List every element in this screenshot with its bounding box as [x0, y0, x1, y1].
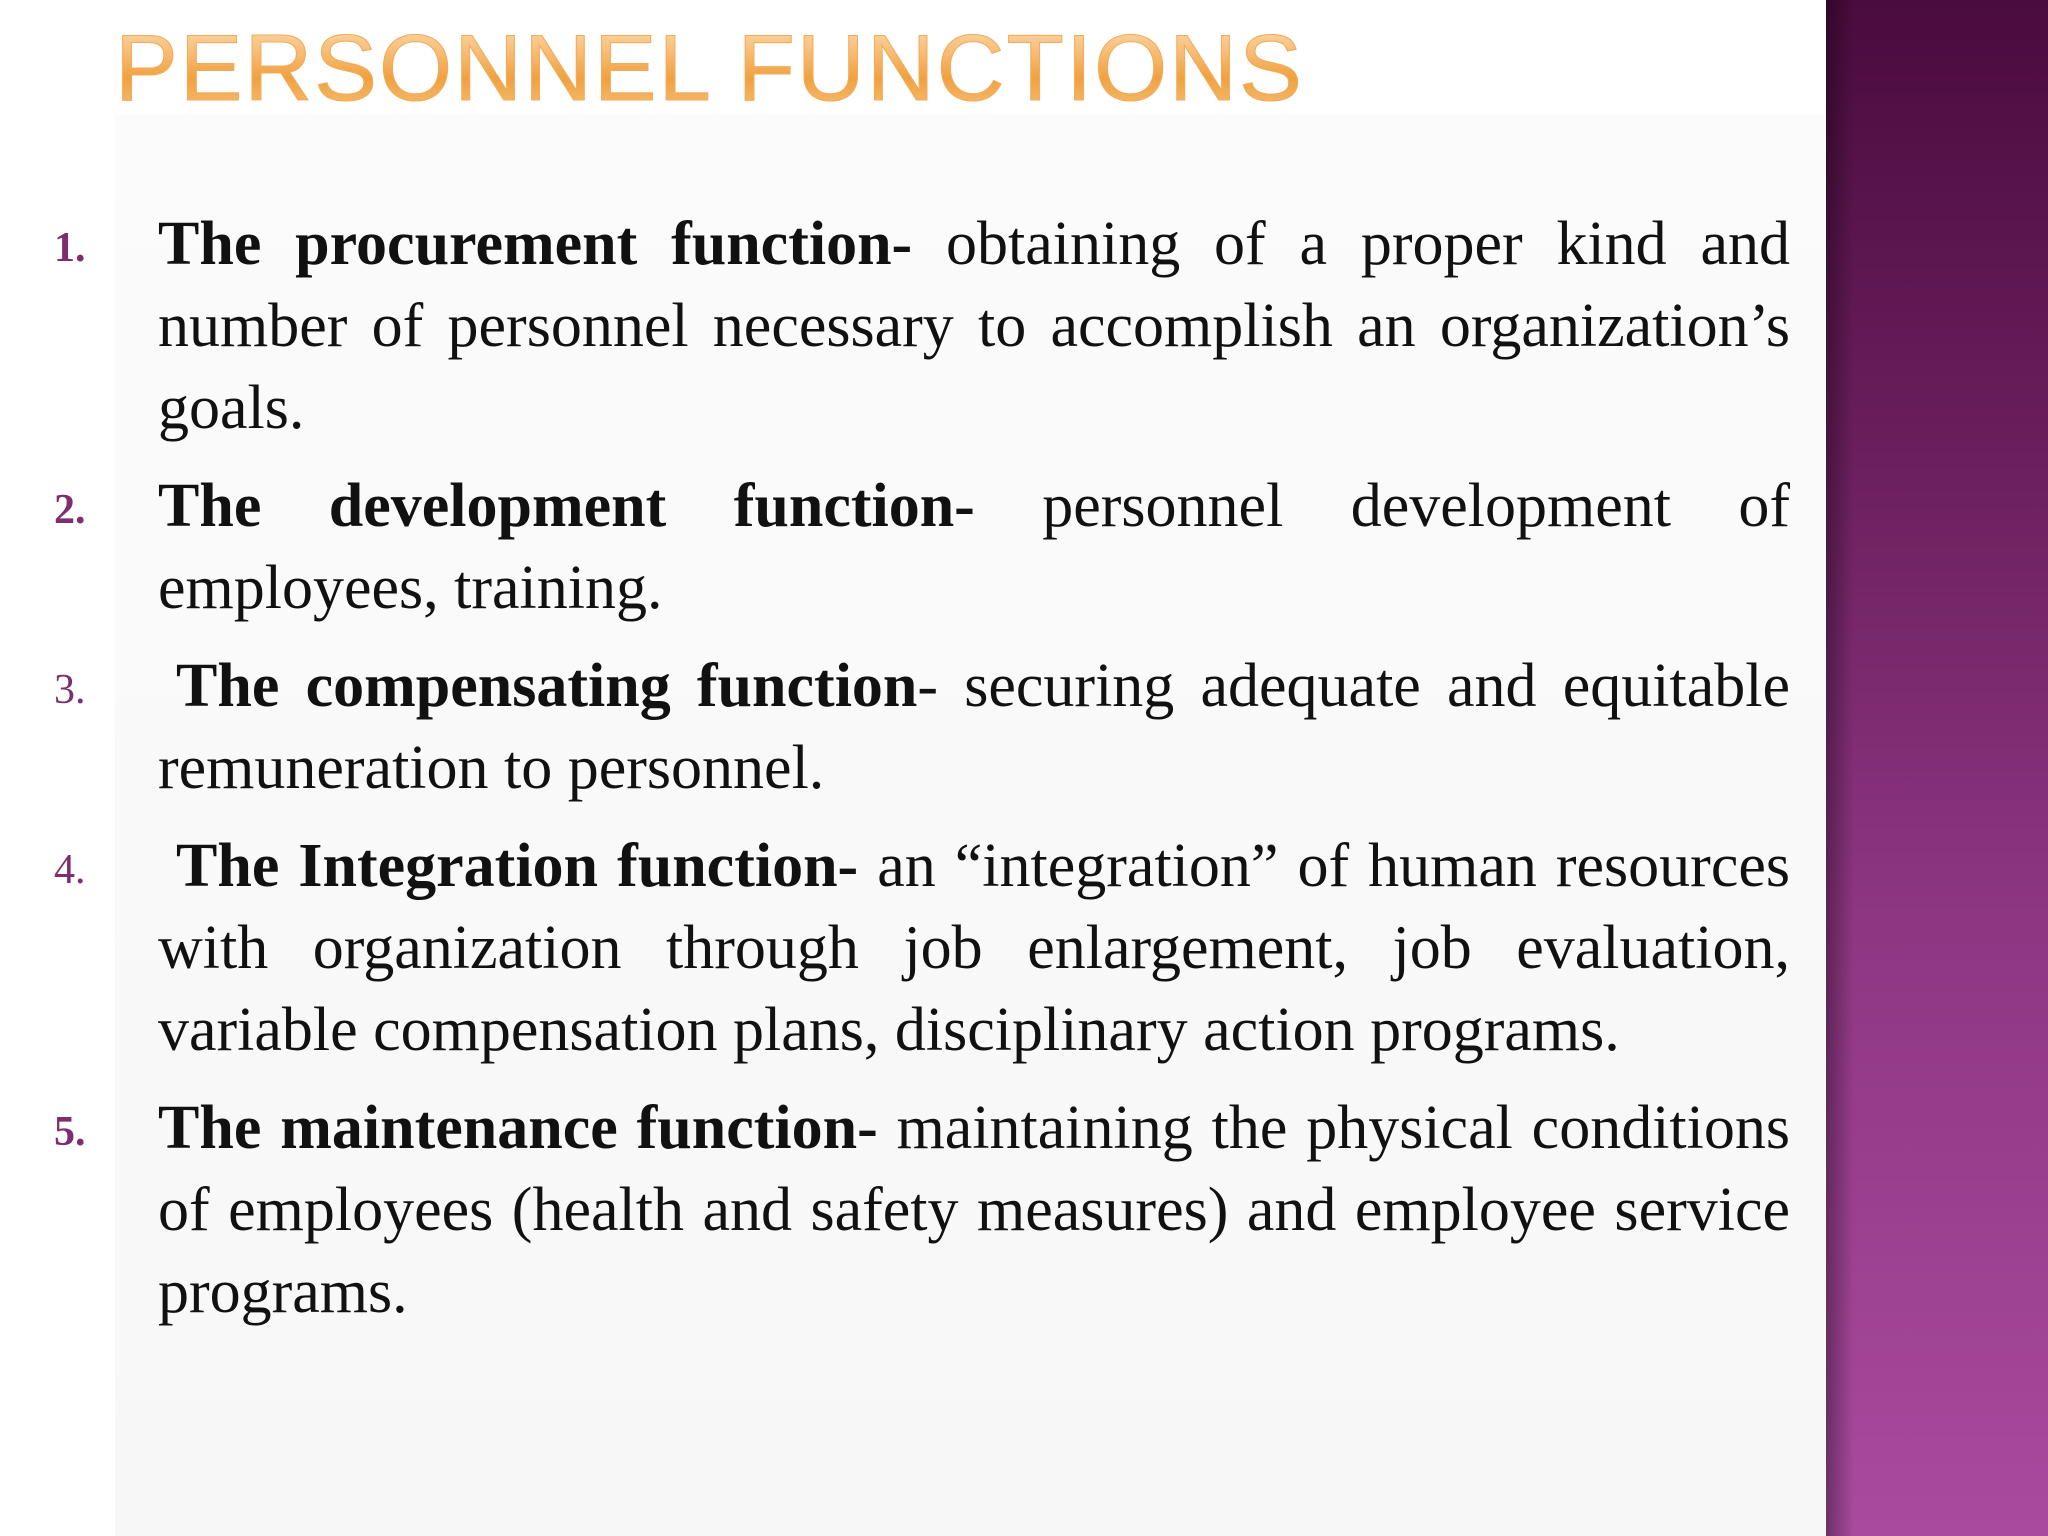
- list-item-compensating: [0, 645, 1790, 809]
- list-item-development: [0, 465, 1790, 629]
- function-description: - securing adequate and equitable remuneration to personnel.: [158, 652, 1791, 802]
- function-description: maintaining the physical conditions of employees (health and safety measures) and employee service programs.: [158, 1094, 1790, 1326]
- functions-list: [0, 203, 1790, 1349]
- function-term: The maintenance function-: [158, 1094, 878, 1162]
- function-term: The development function-: [158, 472, 975, 540]
- list-item-procurement: [0, 203, 1790, 449]
- list-number: 1.: [54, 225, 86, 271]
- list-number: 5.: [54, 1109, 86, 1155]
- function-description: an “integration” of human resources with organization through job enlargement, job evaluation, variable compensation plans, disciplinary action programs.: [158, 832, 1790, 1064]
- function-term: The procurement function-: [158, 210, 913, 278]
- list-item-integration: [0, 825, 1790, 1071]
- side-band-shadow: [1826, 0, 1854, 1536]
- list-number: 4.: [54, 847, 86, 893]
- function-description: personnel development of employees, training.: [158, 472, 1791, 622]
- list-item-maintenance: [0, 1087, 1790, 1333]
- function-term: The compensating function: [176, 652, 918, 720]
- list-number: 3.: [54, 667, 86, 713]
- slide-title: PERSONNEL FUNCTIONS: [115, 15, 1304, 120]
- decorative-side-band: [1826, 0, 2048, 1536]
- function-term: The Integration function-: [176, 832, 859, 900]
- list-number: 2.: [54, 487, 86, 533]
- function-description: obtaining of a proper kind and number of personnel necessary to accomplish an organization’s goals.: [158, 210, 1790, 442]
